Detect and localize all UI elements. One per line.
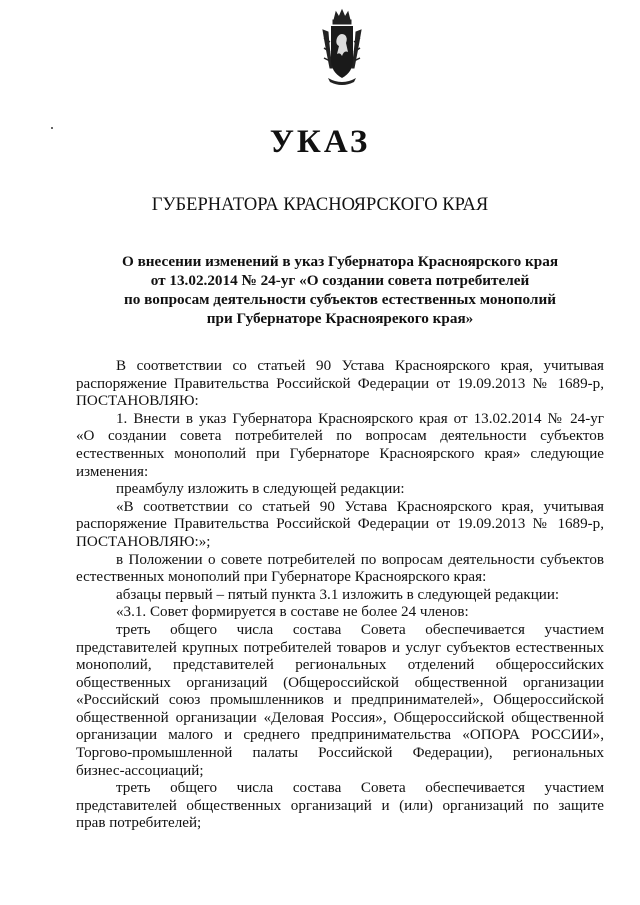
heading-line: от 13.02.2014 № 24-уг «О создании совета потребителей: [150, 272, 530, 289]
coat-of-arms-icon: [322, 8, 362, 88]
body-line: в Положении о совете потребителей по вопросам деятельности субъектов: [116, 551, 604, 568]
body-line: общественной организации «Деловая Россия», Общероссийской общественной: [76, 709, 604, 726]
body-line: ПОСТАНОВЛЯЮ:: [76, 393, 199, 410]
body-line: общественных организаций (Общероссийской общественной организации: [76, 674, 604, 691]
body-line: естественных монополий при Губернаторе Красноярского края:: [76, 569, 487, 586]
body-line: В соответствии со статьей 90 Устава Красноярского края, учитывая: [116, 358, 604, 374]
document-heading: [60, 252, 620, 328]
body-line: «Российский союз промышленников и предпринимателей», Общероссийской: [76, 692, 604, 709]
body-line: представителей общественных организаций и (или) организаций по защите: [76, 797, 604, 814]
body-line: преамбулу изложить в следующей редакции:: [116, 481, 405, 498]
body-line: представителей крупных потребителей товаров и услуг субъектов естественных: [76, 639, 604, 656]
body-line: «О создании совета потребителей по вопросам деятельности субъектов: [76, 428, 604, 445]
document-subtitle: ГУБЕРНАТОРА КРАСНОЯРСКОГО КРАЯ: [151, 195, 489, 215]
heading-line: при Губернаторе Красноярекого края»: [206, 310, 474, 327]
document-title: УКАЗ: [269, 124, 371, 160]
body-line: треть общего числа состава Совета обеспечивается участием: [116, 621, 604, 638]
body-line: бизнес-ассоциаций;: [76, 762, 204, 779]
body-line: естественных монополий при Губернаторе Красноярского края» следующие: [76, 445, 604, 462]
body-line: «В соответствии со статьей 90 Устава Красноярского края, учитывая: [116, 498, 604, 515]
body-line: Торгово-промышленной палаты Российской Федерации), региональных: [76, 745, 604, 762]
body-line: распоряжение Правительства Российской Федерации от 19.09.2013 № 1689-р,: [76, 375, 604, 392]
body-line: монополий, представителей региональных отделений общероссийских: [76, 657, 604, 674]
body-line: изменения:: [76, 463, 149, 480]
body-line: ПОСТАНОВЛЯЮ:»;: [76, 533, 211, 550]
body-line: треть общего числа состава Совета обеспечивается участием: [116, 780, 604, 797]
body-line: 1. Внести в указ Губернатора Красноярского края от 13.02.2014 № 24-уг: [116, 410, 604, 427]
body-line: распоряжение Правительства Российской Федерации от 19.09.2013 № 1689-р,: [76, 516, 604, 533]
body-line: абзацы первый – пятый пункта 3.1 изложить в следующей редакции:: [116, 586, 560, 603]
heading-line: по вопросам деятельности субъектов естественных монополий: [124, 291, 556, 308]
body-line: «3.1. Совет формируется в составе не более 24 членов:: [116, 604, 469, 621]
heading-line: О внесении изменений в указ Губернатора Красноярского края: [121, 253, 559, 270]
body-line: прав потребителей;: [76, 815, 202, 832]
document-body: [76, 358, 604, 833]
body-line: организации малого и среднего предпринимательства «ОПОРА РОССИИ»,: [76, 727, 604, 744]
